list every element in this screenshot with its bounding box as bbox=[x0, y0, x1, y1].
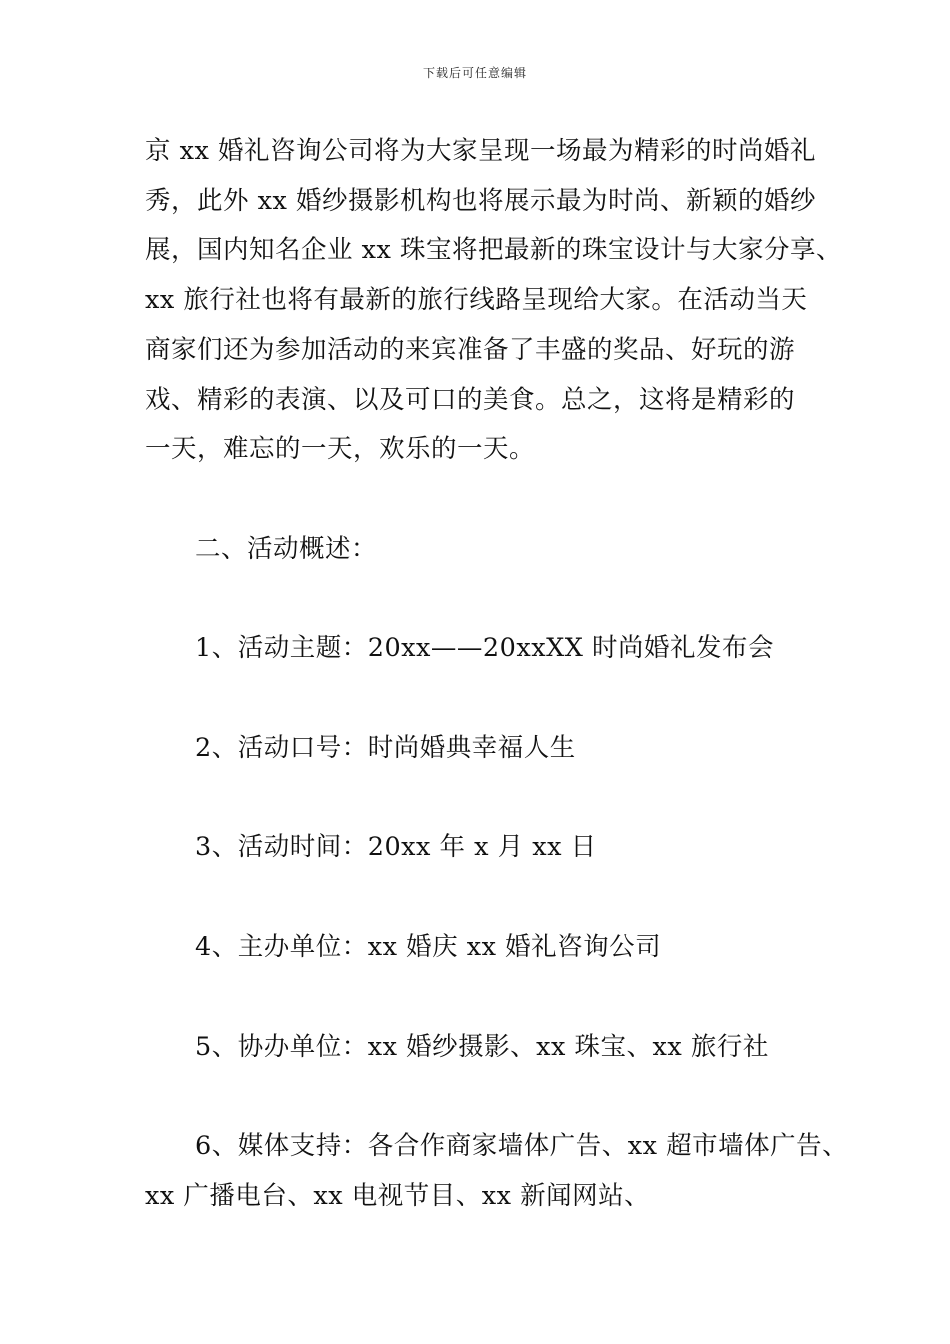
overview-item-co-organizer: 5、协办单位：xx 婚纱摄影、xx 珠宝、xx 旅行社 bbox=[195, 1032, 769, 1062]
paragraph-line: 秀，此外 xx 婚纱摄影机构也将展示最为时尚、新颖的婚纱 bbox=[145, 186, 816, 216]
overview-item-time: 3、活动时间：20xx 年 x 月 xx 日 bbox=[195, 832, 597, 862]
paragraph-line: 戏、精彩的表演、以及可口的美食。总之，这将是精彩的 bbox=[145, 385, 796, 415]
overview-item-organizer: 4、主办单位：xx 婚庆 xx 婚礼咨询公司 bbox=[195, 932, 662, 962]
paragraph-line: xx 旅行社也将有最新的旅行线路呈现给大家。在活动当天 bbox=[145, 285, 808, 315]
paragraph-line: 展，国内知名企业 xx 珠宝将把最新的珠宝设计与大家分享、 bbox=[145, 235, 842, 265]
section-heading: 二、活动概述： bbox=[195, 534, 378, 564]
page-header: 下载后可任意编辑 bbox=[422, 66, 527, 80]
paragraph-line: 一天，难忘的一天，欢乐的一天。 bbox=[145, 434, 536, 464]
overview-item-media: 6、媒体支持：各合作商家墙体广告、xx 超市墙体广告、 bbox=[195, 1131, 849, 1161]
paragraph-line: 商家们还为参加活动的来宾准备了丰盛的奖品、好玩的游 bbox=[145, 335, 796, 365]
paragraph-line: 京 xx 婚礼咨询公司将为大家呈现一场最为精彩的时尚婚礼 bbox=[145, 136, 816, 166]
overview-item-slogan: 2、活动口号：时尚婚典幸福人生 bbox=[195, 733, 576, 763]
overview-item-media-continued: xx 广播电台、xx 电视节目、xx 新闻网站、 bbox=[145, 1181, 651, 1211]
overview-item-theme: 1、活动主题：20xx——20xxXX 时尚婚礼发布会 bbox=[195, 633, 775, 663]
